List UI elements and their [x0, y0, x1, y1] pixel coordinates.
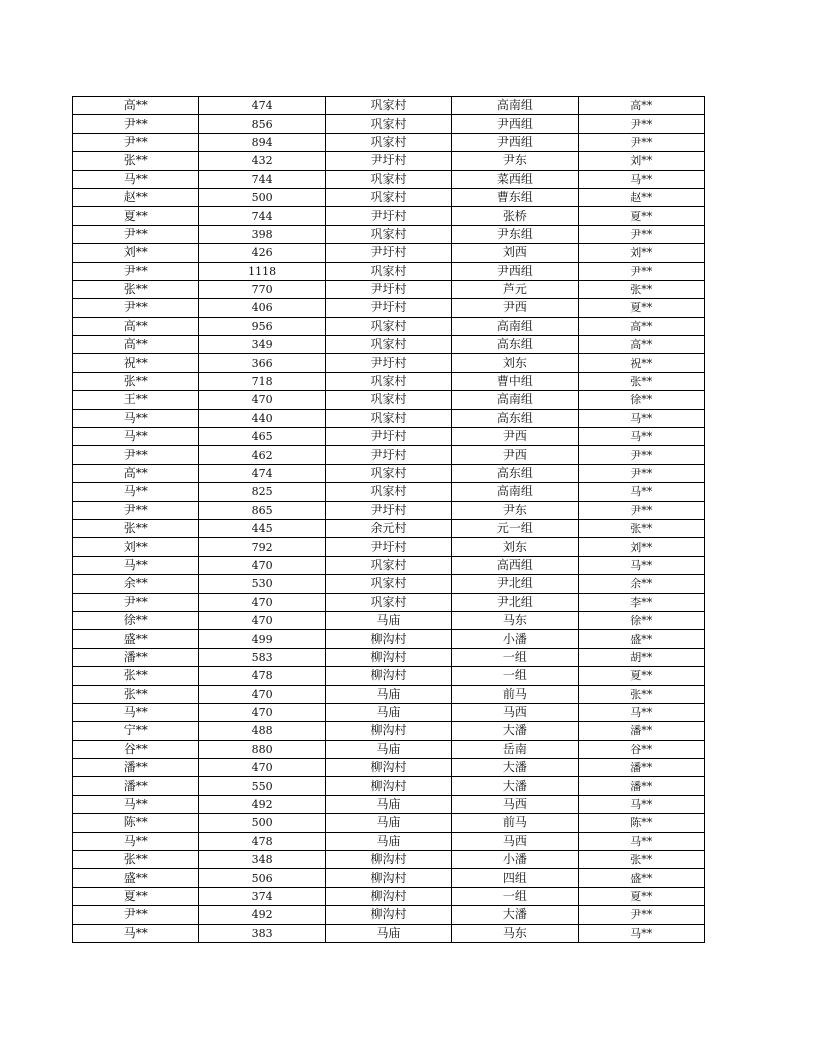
group-cell: 芦元	[452, 280, 578, 298]
payee-cell: 夏**	[578, 207, 704, 225]
payee-cell: 胡**	[578, 648, 704, 666]
amount-cell: 470	[199, 391, 325, 409]
name-cell: 徐**	[73, 611, 199, 629]
table-row	[73, 630, 705, 648]
group-cell: 大潘	[452, 722, 578, 740]
group-cell: 尹西组	[452, 262, 578, 280]
group-cell: 刘东	[452, 354, 578, 372]
name-cell: 马**	[73, 924, 199, 942]
amount-cell: 894	[199, 133, 325, 151]
table-row	[73, 869, 705, 887]
amount-cell: 470	[199, 703, 325, 721]
group-cell: 一组	[452, 648, 578, 666]
village-cell: 马庙	[325, 795, 451, 813]
payee-cell: 马**	[578, 795, 704, 813]
village-cell: 柳沟村	[325, 648, 451, 666]
group-cell: 高西组	[452, 556, 578, 574]
village-cell: 巩家村	[325, 575, 451, 593]
amount-cell: 366	[199, 354, 325, 372]
amount-cell: 470	[199, 556, 325, 574]
name-cell: 尹**	[73, 299, 199, 317]
payee-cell: 马**	[578, 832, 704, 850]
amount-cell: 474	[199, 464, 325, 482]
table-row	[73, 391, 705, 409]
name-cell: 潘**	[73, 777, 199, 795]
amount-cell: 530	[199, 575, 325, 593]
table-row	[73, 538, 705, 556]
group-cell: 曹中组	[452, 372, 578, 390]
village-cell: 尹圩村	[325, 299, 451, 317]
group-cell: 元一组	[452, 519, 578, 537]
payee-cell: 马**	[578, 924, 704, 942]
group-cell: 一组	[452, 887, 578, 905]
group-cell: 尹东	[452, 501, 578, 519]
amount-cell: 506	[199, 869, 325, 887]
name-cell: 高**	[73, 464, 199, 482]
village-cell: 尹圩村	[325, 446, 451, 464]
group-cell: 尹东组	[452, 225, 578, 243]
village-cell: 尹圩村	[325, 152, 451, 170]
amount-cell: 398	[199, 225, 325, 243]
table-row	[73, 667, 705, 685]
amount-cell: 550	[199, 777, 325, 795]
name-cell: 尹**	[73, 501, 199, 519]
table-row	[73, 722, 705, 740]
amount-cell: 744	[199, 170, 325, 188]
village-cell: 马庙	[325, 685, 451, 703]
name-cell: 马**	[73, 703, 199, 721]
group-cell: 高南组	[452, 483, 578, 501]
table-row	[73, 906, 705, 924]
payee-cell: 高**	[578, 97, 704, 115]
table-row	[73, 207, 705, 225]
group-cell: 高东组	[452, 409, 578, 427]
village-cell: 柳沟村	[325, 630, 451, 648]
payee-cell: 尹**	[578, 906, 704, 924]
village-cell: 尹圩村	[325, 538, 451, 556]
amount-cell: 500	[199, 814, 325, 832]
village-cell: 马庙	[325, 611, 451, 629]
village-cell: 尹圩村	[325, 428, 451, 446]
amount-cell: 583	[199, 648, 325, 666]
name-cell: 余**	[73, 575, 199, 593]
table-row	[73, 832, 705, 850]
name-cell: 盛**	[73, 869, 199, 887]
payee-cell: 张**	[578, 519, 704, 537]
group-cell: 马东	[452, 924, 578, 942]
village-cell: 巩家村	[325, 409, 451, 427]
village-cell: 马庙	[325, 740, 451, 758]
amount-cell: 470	[199, 685, 325, 703]
amount-cell: 792	[199, 538, 325, 556]
name-cell: 张**	[73, 685, 199, 703]
village-cell: 巩家村	[325, 593, 451, 611]
village-cell: 马庙	[325, 814, 451, 832]
payee-cell: 高**	[578, 317, 704, 335]
table-row	[73, 795, 705, 813]
village-cell: 巩家村	[325, 317, 451, 335]
group-cell: 大潘	[452, 777, 578, 795]
payee-cell: 刘**	[578, 244, 704, 262]
name-cell: 潘**	[73, 759, 199, 777]
table-row	[73, 887, 705, 905]
payee-cell: 陈**	[578, 814, 704, 832]
amount-cell: 445	[199, 519, 325, 537]
payee-cell: 张**	[578, 372, 704, 390]
table-row	[73, 924, 705, 942]
payee-cell: 潘**	[578, 722, 704, 740]
payee-cell: 夏**	[578, 667, 704, 685]
amount-cell: 426	[199, 244, 325, 262]
name-cell: 张**	[73, 851, 199, 869]
name-cell: 尹**	[73, 133, 199, 151]
table-row	[73, 133, 705, 151]
amount-cell: 470	[199, 611, 325, 629]
name-cell: 张**	[73, 372, 199, 390]
amount-cell: 744	[199, 207, 325, 225]
group-cell: 尹西	[452, 299, 578, 317]
name-cell: 刘**	[73, 244, 199, 262]
table-row	[73, 409, 705, 427]
payee-cell: 尹**	[578, 115, 704, 133]
village-cell: 柳沟村	[325, 667, 451, 685]
payee-cell: 马**	[578, 703, 704, 721]
group-cell: 马西	[452, 832, 578, 850]
table-row	[73, 483, 705, 501]
village-cell: 柳沟村	[325, 777, 451, 795]
village-cell: 马庙	[325, 924, 451, 942]
amount-cell: 470	[199, 759, 325, 777]
amount-cell: 499	[199, 630, 325, 648]
table-row	[73, 225, 705, 243]
table-row	[73, 188, 705, 206]
village-cell: 余元村	[325, 519, 451, 537]
payee-cell: 祝**	[578, 354, 704, 372]
payee-cell: 尹**	[578, 464, 704, 482]
table-row	[73, 262, 705, 280]
amount-cell: 406	[199, 299, 325, 317]
name-cell: 尹**	[73, 906, 199, 924]
table-row	[73, 593, 705, 611]
payee-cell: 盛**	[578, 630, 704, 648]
table-row	[73, 464, 705, 482]
amount-cell: 956	[199, 317, 325, 335]
payee-cell: 夏**	[578, 887, 704, 905]
payee-cell: 李**	[578, 593, 704, 611]
payee-cell: 尹**	[578, 225, 704, 243]
village-cell: 尹圩村	[325, 207, 451, 225]
table-row	[73, 299, 705, 317]
village-cell: 巩家村	[325, 225, 451, 243]
name-cell: 尹**	[73, 262, 199, 280]
village-cell: 巩家村	[325, 115, 451, 133]
village-cell: 柳沟村	[325, 887, 451, 905]
group-cell: 马西	[452, 703, 578, 721]
group-cell: 马西	[452, 795, 578, 813]
amount-cell: 880	[199, 740, 325, 758]
village-cell: 巩家村	[325, 556, 451, 574]
village-cell: 柳沟村	[325, 851, 451, 869]
group-cell: 小潘	[452, 851, 578, 869]
village-cell: 尹圩村	[325, 501, 451, 519]
name-cell: 盛**	[73, 630, 199, 648]
village-cell: 马庙	[325, 703, 451, 721]
village-cell: 巩家村	[325, 97, 451, 115]
village-cell: 巩家村	[325, 483, 451, 501]
village-cell: 巩家村	[325, 336, 451, 354]
name-cell: 高**	[73, 317, 199, 335]
payee-cell: 马**	[578, 170, 704, 188]
payee-cell: 刘**	[578, 152, 704, 170]
payee-cell: 张**	[578, 851, 704, 869]
table-body	[73, 97, 705, 943]
village-cell: 巩家村	[325, 170, 451, 188]
table-row	[73, 428, 705, 446]
table-row	[73, 354, 705, 372]
group-cell: 尹北组	[452, 593, 578, 611]
group-cell: 菜西组	[452, 170, 578, 188]
amount-cell: 348	[199, 851, 325, 869]
amount-cell: 432	[199, 152, 325, 170]
name-cell: 陈**	[73, 814, 199, 832]
table-row	[73, 152, 705, 170]
amount-cell: 500	[199, 188, 325, 206]
payee-cell: 盛**	[578, 869, 704, 887]
table-row	[73, 740, 705, 758]
name-cell: 潘**	[73, 648, 199, 666]
group-cell: 高东组	[452, 464, 578, 482]
name-cell: 马**	[73, 428, 199, 446]
table-row	[73, 519, 705, 537]
table-row	[73, 685, 705, 703]
amount-cell: 349	[199, 336, 325, 354]
payee-cell: 马**	[578, 556, 704, 574]
name-cell: 马**	[73, 409, 199, 427]
payee-cell: 马**	[578, 483, 704, 501]
name-cell: 夏**	[73, 887, 199, 905]
village-cell: 巩家村	[325, 391, 451, 409]
table-row	[73, 501, 705, 519]
group-cell: 大潘	[452, 906, 578, 924]
name-cell: 马**	[73, 795, 199, 813]
name-cell: 尹**	[73, 593, 199, 611]
group-cell: 尹西组	[452, 133, 578, 151]
group-cell: 尹西	[452, 446, 578, 464]
group-cell: 岳南	[452, 740, 578, 758]
village-cell: 巩家村	[325, 188, 451, 206]
payee-cell: 尹**	[578, 133, 704, 151]
amount-cell: 478	[199, 832, 325, 850]
group-cell: 前马	[452, 814, 578, 832]
group-cell: 刘东	[452, 538, 578, 556]
group-cell: 尹东	[452, 152, 578, 170]
name-cell: 尹**	[73, 225, 199, 243]
group-cell: 尹西组	[452, 115, 578, 133]
payee-cell: 刘**	[578, 538, 704, 556]
payee-cell: 赵**	[578, 188, 704, 206]
amount-cell: 470	[199, 593, 325, 611]
name-cell: 谷**	[73, 740, 199, 758]
village-cell: 巩家村	[325, 133, 451, 151]
group-cell: 小潘	[452, 630, 578, 648]
payee-cell: 马**	[578, 428, 704, 446]
amount-cell: 492	[199, 906, 325, 924]
table-row	[73, 575, 705, 593]
group-cell: 一组	[452, 667, 578, 685]
name-cell: 刘**	[73, 538, 199, 556]
payee-cell: 张**	[578, 685, 704, 703]
village-cell: 巩家村	[325, 372, 451, 390]
payee-cell: 余**	[578, 575, 704, 593]
amount-cell: 440	[199, 409, 325, 427]
payee-cell: 尹**	[578, 501, 704, 519]
group-cell: 马东	[452, 611, 578, 629]
table-row	[73, 170, 705, 188]
village-cell: 柳沟村	[325, 759, 451, 777]
amount-cell: 478	[199, 667, 325, 685]
group-cell: 高东组	[452, 336, 578, 354]
group-cell: 张桥	[452, 207, 578, 225]
amount-cell: 856	[199, 115, 325, 133]
village-cell: 尹圩村	[325, 244, 451, 262]
village-cell: 马庙	[325, 832, 451, 850]
table-row	[73, 556, 705, 574]
table-row	[73, 280, 705, 298]
village-cell: 柳沟村	[325, 722, 451, 740]
amount-cell: 374	[199, 887, 325, 905]
name-cell: 马**	[73, 556, 199, 574]
name-cell: 马**	[73, 170, 199, 188]
group-cell: 刘西	[452, 244, 578, 262]
table-row	[73, 777, 705, 795]
group-cell: 尹西	[452, 428, 578, 446]
name-cell: 张**	[73, 280, 199, 298]
village-cell: 尹圩村	[325, 354, 451, 372]
table-row	[73, 336, 705, 354]
table-row	[73, 759, 705, 777]
payee-cell: 马**	[578, 409, 704, 427]
amount-cell: 474	[199, 97, 325, 115]
table-row	[73, 703, 705, 721]
amount-cell: 492	[199, 795, 325, 813]
amount-cell: 865	[199, 501, 325, 519]
name-cell: 马**	[73, 483, 199, 501]
group-cell: 高南组	[452, 391, 578, 409]
name-cell: 尹**	[73, 115, 199, 133]
table-row	[73, 372, 705, 390]
amount-cell: 383	[199, 924, 325, 942]
name-cell: 王**	[73, 391, 199, 409]
village-cell: 尹圩村	[325, 280, 451, 298]
amount-cell: 770	[199, 280, 325, 298]
group-cell: 大潘	[452, 759, 578, 777]
amount-cell: 462	[199, 446, 325, 464]
payee-cell: 尹**	[578, 262, 704, 280]
table-row	[73, 851, 705, 869]
name-cell: 祝**	[73, 354, 199, 372]
village-cell: 柳沟村	[325, 906, 451, 924]
group-cell: 高南组	[452, 317, 578, 335]
table-row	[73, 97, 705, 115]
payee-cell: 张**	[578, 280, 704, 298]
payee-cell: 潘**	[578, 759, 704, 777]
amount-cell: 1118	[199, 262, 325, 280]
name-cell: 夏**	[73, 207, 199, 225]
village-cell: 巩家村	[325, 262, 451, 280]
payee-cell: 潘**	[578, 777, 704, 795]
name-cell: 宁**	[73, 722, 199, 740]
name-cell: 尹**	[73, 446, 199, 464]
village-cell: 巩家村	[325, 464, 451, 482]
table-row	[73, 244, 705, 262]
village-cell: 柳沟村	[325, 869, 451, 887]
payee-cell: 高**	[578, 336, 704, 354]
payee-cell: 谷**	[578, 740, 704, 758]
payee-cell: 夏**	[578, 299, 704, 317]
name-cell: 高**	[73, 336, 199, 354]
amount-cell: 488	[199, 722, 325, 740]
amount-cell: 465	[199, 428, 325, 446]
table-row	[73, 317, 705, 335]
name-cell: 高**	[73, 97, 199, 115]
group-cell: 曹东组	[452, 188, 578, 206]
name-cell: 张**	[73, 519, 199, 537]
payee-cell: 尹**	[578, 446, 704, 464]
amount-cell: 825	[199, 483, 325, 501]
name-cell: 张**	[73, 667, 199, 685]
data-table	[72, 96, 705, 943]
amount-cell: 718	[199, 372, 325, 390]
name-cell: 张**	[73, 152, 199, 170]
group-cell: 四组	[452, 869, 578, 887]
group-cell: 前马	[452, 685, 578, 703]
table-row	[73, 611, 705, 629]
group-cell: 尹北组	[452, 575, 578, 593]
group-cell: 高南组	[452, 97, 578, 115]
table-row	[73, 648, 705, 666]
table-row	[73, 814, 705, 832]
name-cell: 赵**	[73, 188, 199, 206]
payee-cell: 徐**	[578, 611, 704, 629]
table-row	[73, 115, 705, 133]
payee-cell: 徐**	[578, 391, 704, 409]
table-row	[73, 446, 705, 464]
name-cell: 马**	[73, 832, 199, 850]
